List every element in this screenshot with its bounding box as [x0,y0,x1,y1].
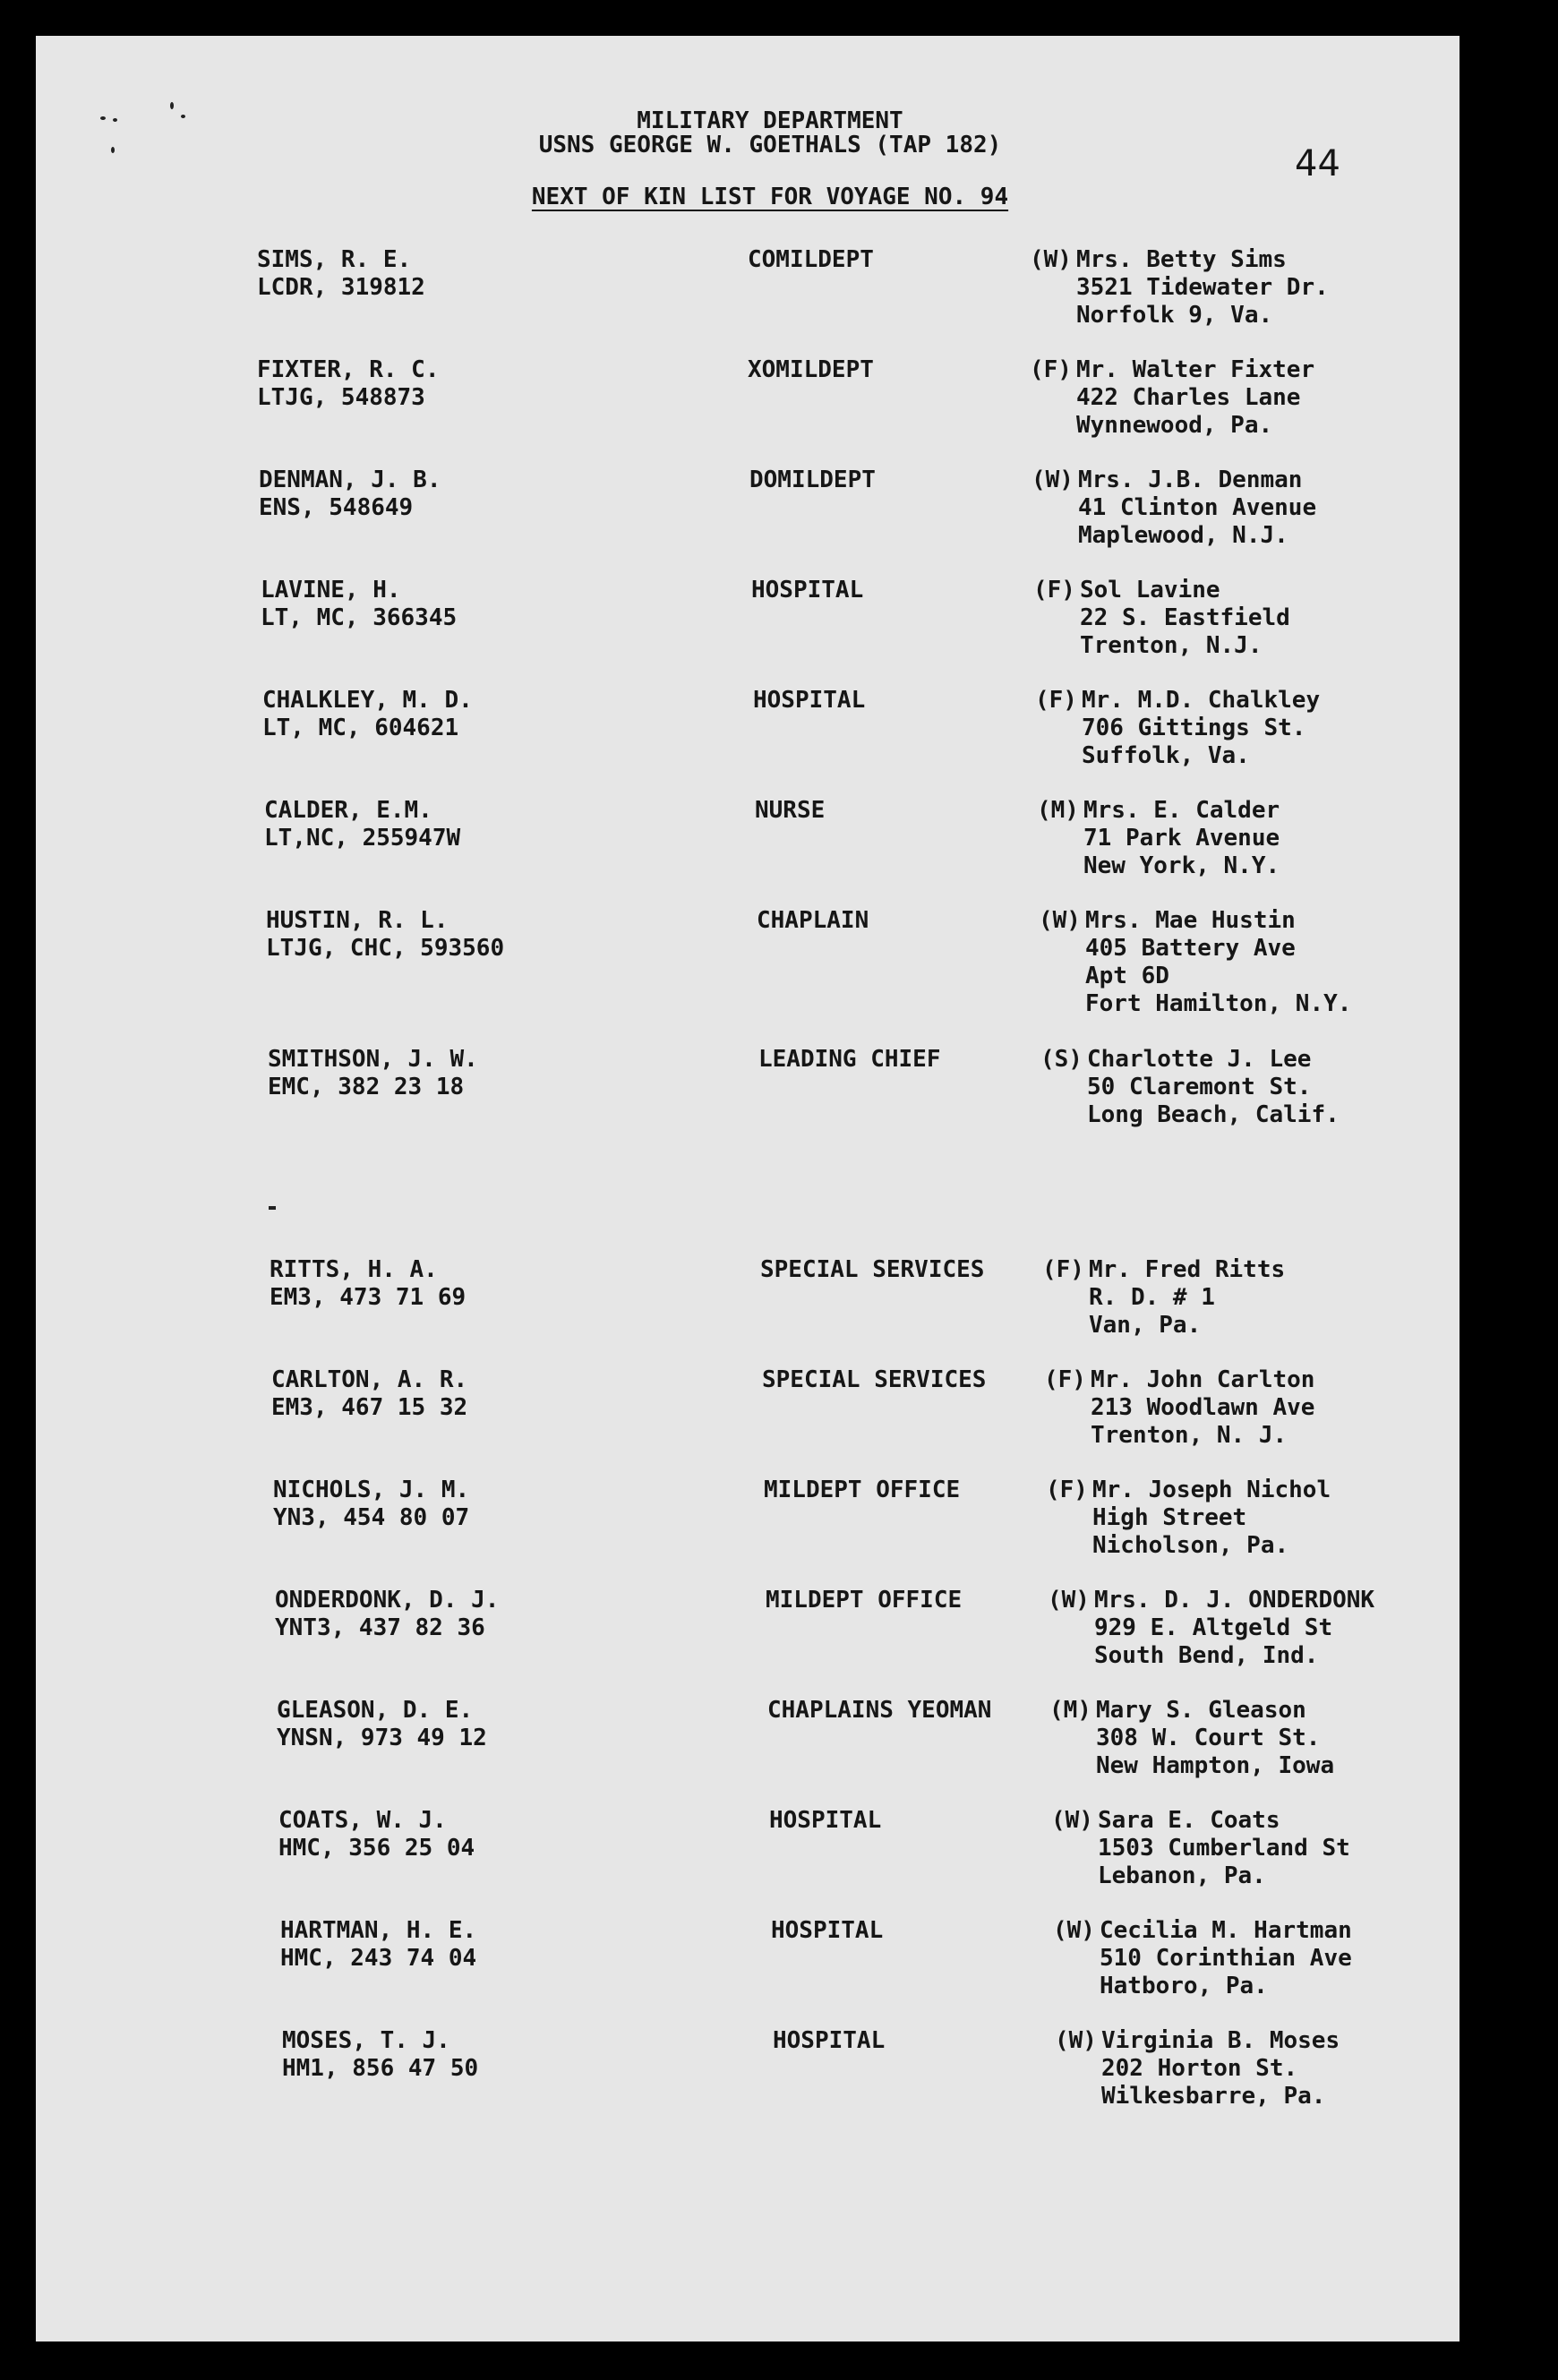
kin-address [1094,1587,1421,1670]
crew-member [257,246,425,302]
crew-rank-number: EM3, 473 71 69 [270,1284,467,1311]
kin-address [1085,907,1421,1018]
address-line: R. D. # 1 [1089,1284,1215,1311]
crew-department: DOMILDEPT [749,467,876,493]
crew-member [266,907,504,963]
address-line: Mrs. Betty Sims [1076,246,1287,273]
crew-name: NICHOLS, J. M. [273,1477,470,1503]
address-line: Mrs. D. J. ONDERDONK [1094,1587,1375,1614]
crew-member [271,1366,467,1422]
crew-department: HOSPITAL [771,1917,884,1944]
kin-relation: (W) [1030,246,1072,273]
kin-relation: (W) [1039,907,1081,934]
address-line: High Street [1092,1504,1247,1531]
kin-address [1101,2027,1421,2110]
crew-name: HUSTIN, R. L. [266,907,449,934]
crew-department: HOSPITAL [751,577,864,604]
kin-relation: (S) [1040,1046,1083,1073]
crew-department: HOSPITAL [753,687,866,714]
ink-speck [181,115,185,118]
kin-address [1082,687,1421,770]
page-number: 44 [1295,143,1340,184]
crew-rank-number: EMC, 382 23 18 [268,1074,465,1100]
crew-department: LEADING CHIEF [758,1046,941,1073]
ink-speck [111,147,115,153]
crew-name: SIMS, R. E. [257,246,412,273]
address-line: 3521 Tidewater Dr. [1076,274,1329,301]
kin-relation: (F) [1030,356,1072,383]
crew-name: ONDERDONK, D. J. [275,1587,500,1614]
crew-member [268,1046,478,1101]
list-item [36,577,1460,675]
kin-relation: (F) [1033,577,1075,604]
crew-department: SPECIAL SERVICES [762,1366,987,1393]
address-line: New Hampton, Iowa [1096,1752,1335,1779]
list-item [36,1697,1460,1795]
list-item [36,246,1460,345]
crew-department: CHAPLAINS YEOMAN [767,1697,992,1724]
crew-rank-number: YNSN, 973 49 12 [277,1725,487,1751]
kin-relation: (W) [1053,1917,1095,1944]
kin-address [1092,1477,1421,1560]
crew-member [259,467,441,522]
kin-address [1078,467,1421,550]
crew-member [261,577,457,632]
crew-member [277,1697,487,1752]
crew-department: XOMILDEPT [748,356,874,383]
address-line: Nicholson, Pa. [1092,1532,1289,1559]
address-line: Trenton, N. J. [1091,1422,1288,1449]
address-line: 422 Charles Lane [1076,384,1301,411]
address-line: Cecilia M. Hartman [1100,1917,1352,1944]
address-line: Mr. Walter Fixter [1076,356,1315,383]
crew-rank-number: ENS, 548649 [259,494,414,521]
list-item [36,1587,1460,1685]
crew-member [278,1807,475,1862]
document-page [36,36,1460,2341]
address-line: 50 Claremont St. [1087,1074,1312,1100]
kin-address [1089,1256,1421,1340]
address-line: Fort Hamilton, N.Y. [1085,990,1352,1017]
crew-department: NURSE [755,797,826,824]
crew-rank-number: EM3, 467 15 32 [271,1394,468,1421]
kin-relation: (F) [1035,687,1077,714]
address-line: Mary S. Gleason [1096,1697,1306,1724]
address-line: Charlotte J. Lee [1087,1046,1312,1073]
crew-member [264,797,460,852]
kin-relation: (F) [1044,1366,1086,1393]
address-line: Hatboro, Pa. [1100,1973,1268,1999]
address-line: Apt 6D [1085,963,1169,989]
address-line: 706 Gittings St. [1082,715,1306,741]
kin-address [1080,577,1421,660]
department-heading: MILITARY DEPARTMENT [637,107,903,134]
address-line: Mr. Joseph Nichol [1092,1477,1331,1503]
kin-relation: (W) [1051,1807,1093,1834]
address-line: Norfolk 9, Va. [1076,302,1273,329]
address-line: Mr. John Carlton [1091,1366,1315,1393]
address-line: Van, Pa. [1089,1312,1202,1339]
crew-rank-number: HMC, 356 25 04 [278,1835,475,1862]
address-line: Long Beach, Calif. [1087,1101,1340,1128]
crew-department: HOSPITAL [773,2027,886,2054]
crew-member [273,1477,469,1532]
crew-rank-number: LTJG, 548873 [257,384,425,411]
crew-member [270,1256,466,1312]
crew-member [275,1587,499,1642]
list-item [36,1477,1460,1575]
crew-member [257,356,440,412]
list-item [36,356,1460,455]
crew-department: MILDEPT OFFICE [766,1587,963,1614]
crew-name: COATS, W. J. [278,1807,447,1834]
crew-department: CHAPLAIN [757,907,869,934]
address-line: Maplewood, N.J. [1078,522,1288,549]
ink-speck [170,102,174,109]
crew-name: HARTMAN, H. E. [280,1917,477,1944]
crew-name: SMITHSON, J. W. [268,1046,478,1073]
kin-address [1098,1807,1421,1890]
kin-address [1087,1046,1421,1129]
address-line: Sara E. Coats [1098,1807,1280,1834]
crew-rank-number: HMC, 243 74 04 [280,1945,477,1972]
crew-name: DENMAN, J. B. [259,467,441,493]
address-line: 71 Park Avenue [1083,825,1280,852]
address-line: 1503 Cumberland St [1098,1835,1350,1862]
crew-department: COMILDEPT [748,246,874,273]
kin-address [1096,1697,1421,1780]
crew-name: FIXTER, R. C. [257,356,440,383]
crew-rank-number: LT, MC, 604621 [262,715,459,741]
list-item [36,1366,1460,1465]
crew-member [280,1917,476,1973]
ink-speck [113,118,117,122]
list-title: NEXT OF KIN LIST FOR VOYAGE NO. 94 [531,184,1009,210]
ink-speck [269,1206,276,1210]
crew-name: CARLTON, A. R. [271,1366,468,1393]
kin-relation: (F) [1046,1477,1088,1503]
list-item [36,467,1460,565]
address-line: Mr. M.D. Chalkley [1082,687,1321,714]
list-item [36,907,1460,1017]
address-line: South Bend, Ind. [1094,1642,1319,1669]
crew-member [282,2027,478,2083]
crew-department: HOSPITAL [769,1807,882,1834]
address-line: 929 E. Altgeld St [1094,1614,1333,1641]
address-line: New York, N.Y. [1083,852,1280,879]
crew-name: MOSES, T. J. [282,2027,450,2054]
crew-member [262,687,473,742]
address-line: 308 W. Court St. [1096,1725,1321,1751]
address-line: 202 Horton St. [1101,2055,1298,2082]
crew-name: GLEASON, D. E. [277,1697,474,1724]
address-line: Mr. Fred Ritts [1089,1256,1286,1283]
kin-address [1076,246,1421,330]
ink-speck [100,116,106,120]
crew-rank-number: YNT3, 437 82 36 [275,1614,485,1641]
list-item [36,2027,1460,2126]
kin-relation: (M) [1049,1697,1091,1724]
list-item [36,1046,1460,1144]
address-line: Mrs. J.B. Denman [1078,467,1303,493]
address-line: 213 Woodlawn Ave [1091,1394,1315,1421]
crew-rank-number: HM1, 856 47 50 [282,2055,479,2082]
address-line: 22 S. Eastfield [1080,604,1290,631]
list-item [36,687,1460,785]
kin-address [1083,797,1421,880]
address-line: Sol Lavine [1080,577,1220,604]
ship-heading: USNS GEORGE W. GOETHALS (TAP 182) [538,132,1002,158]
list-item [36,1807,1460,1905]
kin-relation: (W) [1048,1587,1090,1614]
kin-relation: (W) [1055,2027,1097,2054]
list-item [36,1256,1460,1355]
address-line: Virginia B. Moses [1101,2027,1340,2054]
crew-rank-number: LT, MC, 366345 [261,604,458,631]
list-item [36,797,1460,895]
address-line: 41 Clinton Avenue [1078,494,1317,521]
address-line: Wilkesbarre, Pa. [1101,2083,1326,2110]
crew-name: CALDER, E.M. [264,797,432,824]
kin-relation: (M) [1037,797,1079,824]
kin-address [1076,356,1421,440]
address-line: Mrs. Mae Hustin [1085,907,1296,934]
list-item [36,1917,1460,2016]
crew-name: CHALKLEY, M. D. [262,687,473,714]
crew-name: LAVINE, H. [261,577,401,604]
address-line: Wynnewood, Pa. [1076,412,1273,439]
crew-department: SPECIAL SERVICES [760,1256,985,1283]
crew-rank-number: YN3, 454 80 07 [273,1504,470,1531]
crew-name: RITTS, H. A. [270,1256,438,1283]
crew-department: MILDEPT OFFICE [764,1477,961,1503]
kin-address [1091,1366,1421,1450]
crew-rank-number: LCDR, 319812 [257,274,425,301]
kin-relation: (W) [1032,467,1074,493]
address-line: Trenton, N.J. [1080,632,1263,659]
crew-rank-number: LT,NC, 255947W [264,825,461,852]
address-line: Suffolk, Va. [1082,742,1250,769]
address-line: Lebanon, Pa. [1098,1862,1266,1889]
kin-relation: (F) [1042,1256,1084,1283]
address-line: 510 Corinthian Ave [1100,1945,1352,1972]
address-line: 405 Battery Ave [1085,935,1296,962]
kin-address [1100,1917,1421,2000]
crew-rank-number: LTJG, CHC, 593560 [266,935,505,962]
address-line: Mrs. E. Calder [1083,797,1280,824]
